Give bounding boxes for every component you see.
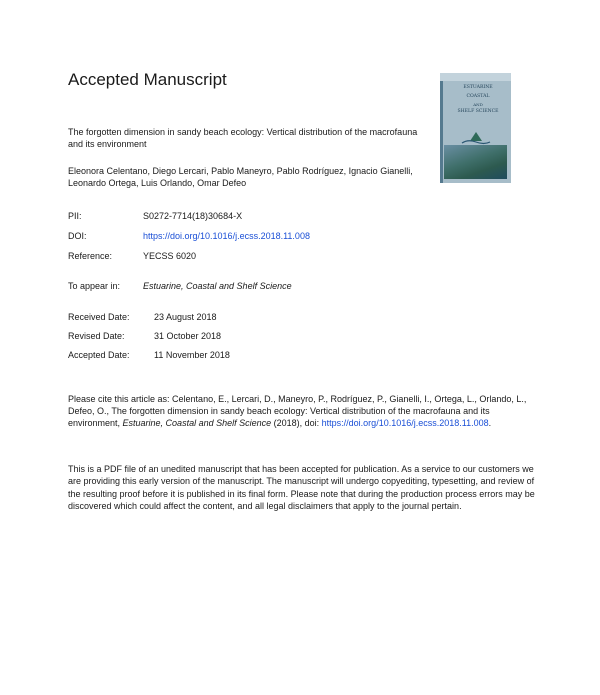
citation-year: (2018), doi: xyxy=(271,418,322,428)
article-title: The forgotten dimension in sandy beach ecology: Vertical distribution of the macrofauna and its environment xyxy=(68,127,418,149)
journal-name: Estuarine, Coastal and Shelf Science xyxy=(143,281,292,291)
doi-link[interactable]: https://doi.org/10.1016/j.ecss.2018.11.008 xyxy=(143,231,310,241)
citation-end: . xyxy=(488,418,492,428)
cover-logo-icon xyxy=(458,131,494,145)
doi-label: DOI: xyxy=(68,231,87,241)
citation-doi-link[interactable]: https://doi.org/10.1016/j.ecss.2018.11.008 xyxy=(321,418,489,428)
journal-cover-image xyxy=(440,73,511,183)
appear-label: To appear in: xyxy=(68,281,121,291)
page-heading: Accepted Manuscript xyxy=(68,70,227,89)
cover-title-line-3: AND xyxy=(473,102,483,107)
accepted-date: 11 November 2018 xyxy=(154,350,230,360)
pii-value: S0272-7714(18)30684-X xyxy=(143,211,243,221)
revised-date: 31 October 2018 xyxy=(154,331,222,341)
manuscript-notice: This is a PDF file of an unedited manuscript that has been accepted for publication. As a service to our customers we are providing this early version of the manuscript. The manuscript will undergo copyediting, typesetting, and review of the resulting proof before it is published in its final form. Please note that during the production process errors may be discovered which could affect the content, and all legal disclaimers that apply to the journal pertain. xyxy=(68,464,535,511)
author-list: Eleonora Celentano, Diego Lercari, Pablo Maneyro, Pablo Rodríguez, Ignacio Gianelli, Leonardo Ortega, Luis Orlando, Omar Defeo xyxy=(68,166,413,188)
accepted-label: Accepted Date: xyxy=(68,350,130,360)
cover-title-line-4: SHELF SCIENCE xyxy=(457,109,499,114)
cover-title-line-1: ESTUARINE xyxy=(463,85,493,90)
received-date: 23 August 2018 xyxy=(154,312,217,322)
reference-value: YECSS 6020 xyxy=(143,251,197,261)
citation-journal: Estuarine, Coastal and Shelf Science xyxy=(122,418,272,428)
cover-title-line-2: COASTAL xyxy=(466,94,490,99)
revised-label: Revised Date: xyxy=(68,331,125,341)
citation-paragraph xyxy=(68,393,538,429)
reference-label: Reference: xyxy=(68,251,113,261)
cover-top-band xyxy=(440,73,511,81)
pii-label: PII: xyxy=(68,211,82,221)
citation-text: Please cite this article as: Celentano, E., Lercari, D., Maneyro, P., Rodríguez, P., Gianelli, I., Ortega, L., Orlando, L., Defeo, O., The forgotten dimension in sandy beach ecology: Vertical distribution of the macrofauna and its environment, xyxy=(68,394,527,428)
cover-photo xyxy=(444,145,507,179)
received-label: Received Date: xyxy=(68,312,130,322)
